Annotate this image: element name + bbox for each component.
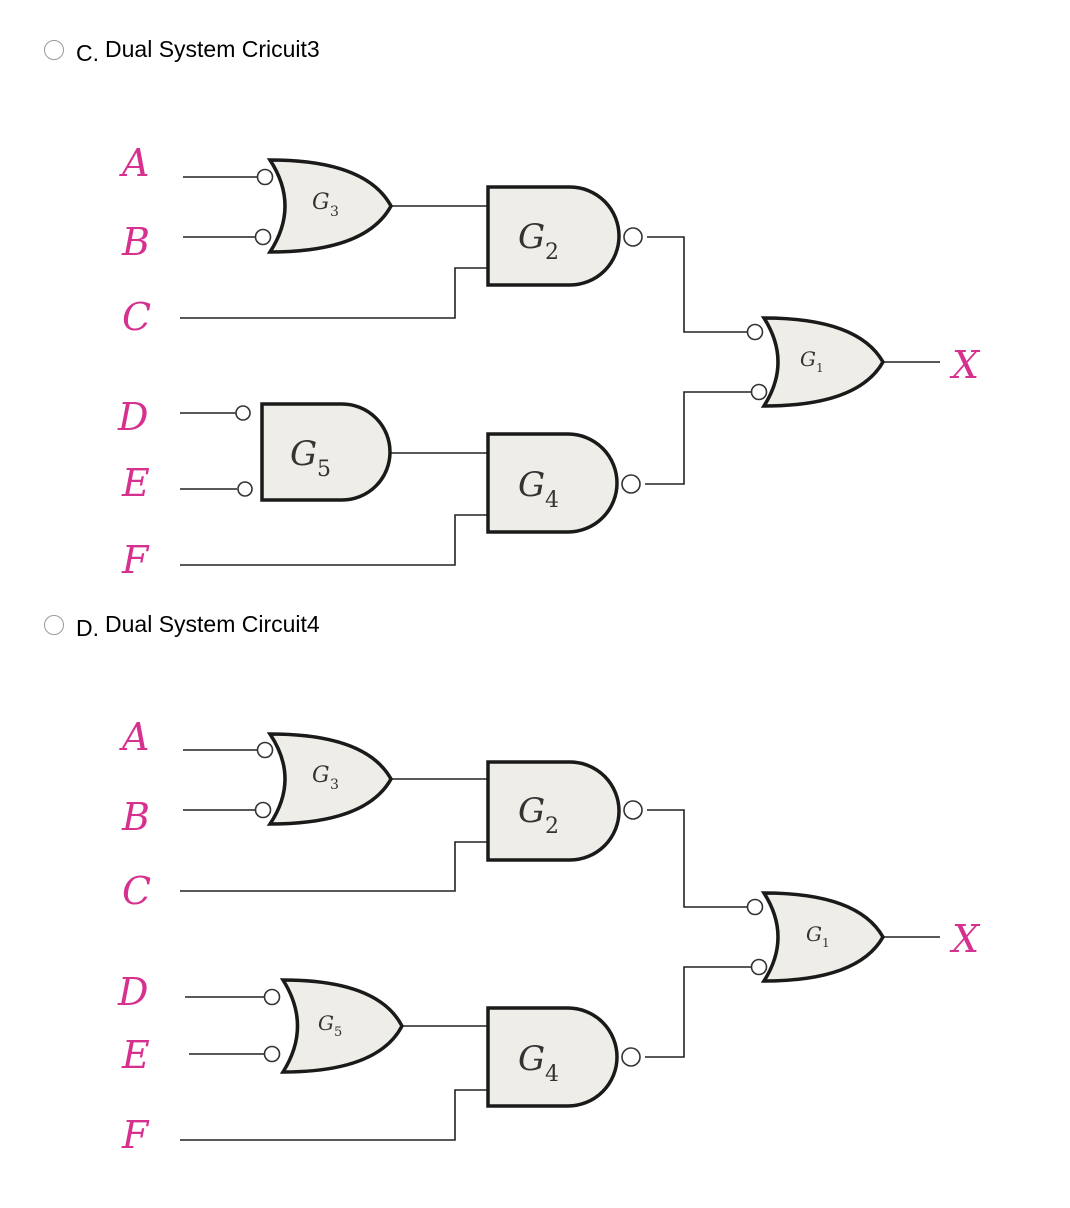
gate-g1 <box>748 318 884 406</box>
gate-g5-label: G <box>290 434 318 474</box>
gate-g1 <box>748 893 884 981</box>
option-d-label: Dual System Circuit4 <box>105 611 320 637</box>
gate-g4 <box>488 1008 640 1106</box>
svg-text:5: 5 <box>317 457 331 482</box>
gate-g2 <box>488 187 642 285</box>
signal-d-label: D <box>118 395 149 439</box>
gate-g4 <box>488 434 640 532</box>
gate-g1-label: G <box>806 922 822 946</box>
svg-text:1: 1 <box>816 361 824 375</box>
option-c-letter: C. <box>76 40 99 66</box>
svg-text:1: 1 <box>822 936 830 950</box>
signal-f-label: F <box>122 1113 149 1157</box>
gate-g2-label: G <box>518 217 546 257</box>
option-d-radio[interactable] <box>44 615 64 635</box>
gate-g1-label: G <box>800 347 816 371</box>
circuit-diagram-c <box>0 0 1070 600</box>
signal-x-label: X <box>952 917 980 961</box>
signal-c-label: C <box>122 295 152 339</box>
signal-x-label: X <box>952 343 980 387</box>
gate-g2-label: G <box>518 791 546 831</box>
signal-b-label: B <box>122 220 150 264</box>
signal-f-label: F <box>122 538 149 582</box>
gate-g5 <box>265 980 403 1072</box>
svg-text:4: 4 <box>545 488 559 513</box>
option-d[interactable] <box>44 611 320 641</box>
option-d-letter: D. <box>76 615 99 641</box>
svg-text:2: 2 <box>545 240 559 265</box>
svg-text:4: 4 <box>545 1062 559 1087</box>
svg-text:3: 3 <box>330 777 339 793</box>
signal-b-label: B <box>122 795 150 839</box>
signal-d-label: D <box>118 970 149 1014</box>
option-c-label: Dual System Cricuit3 <box>105 36 320 62</box>
gate-g3-label: G <box>312 763 330 788</box>
gate-g5 <box>236 404 390 500</box>
signal-e-label: E <box>122 461 150 505</box>
signal-a-label: A <box>122 141 150 185</box>
gate-g4-label: G <box>518 465 546 505</box>
svg-text:2: 2 <box>545 814 559 839</box>
gate-g3 <box>256 734 392 824</box>
circuit-diagram-d <box>0 648 1070 1208</box>
signal-a-label: A <box>122 715 150 759</box>
gate-g3-label: G <box>312 190 330 215</box>
signal-e-label: E <box>122 1033 150 1077</box>
gate-g3 <box>256 160 392 252</box>
signal-c-label: C <box>122 869 152 913</box>
gate-g2 <box>488 762 642 860</box>
gate-g4-label: G <box>518 1039 546 1079</box>
gate-g5-label: G <box>318 1011 334 1035</box>
svg-text:5: 5 <box>334 1025 343 1040</box>
svg-text:3: 3 <box>330 204 339 220</box>
